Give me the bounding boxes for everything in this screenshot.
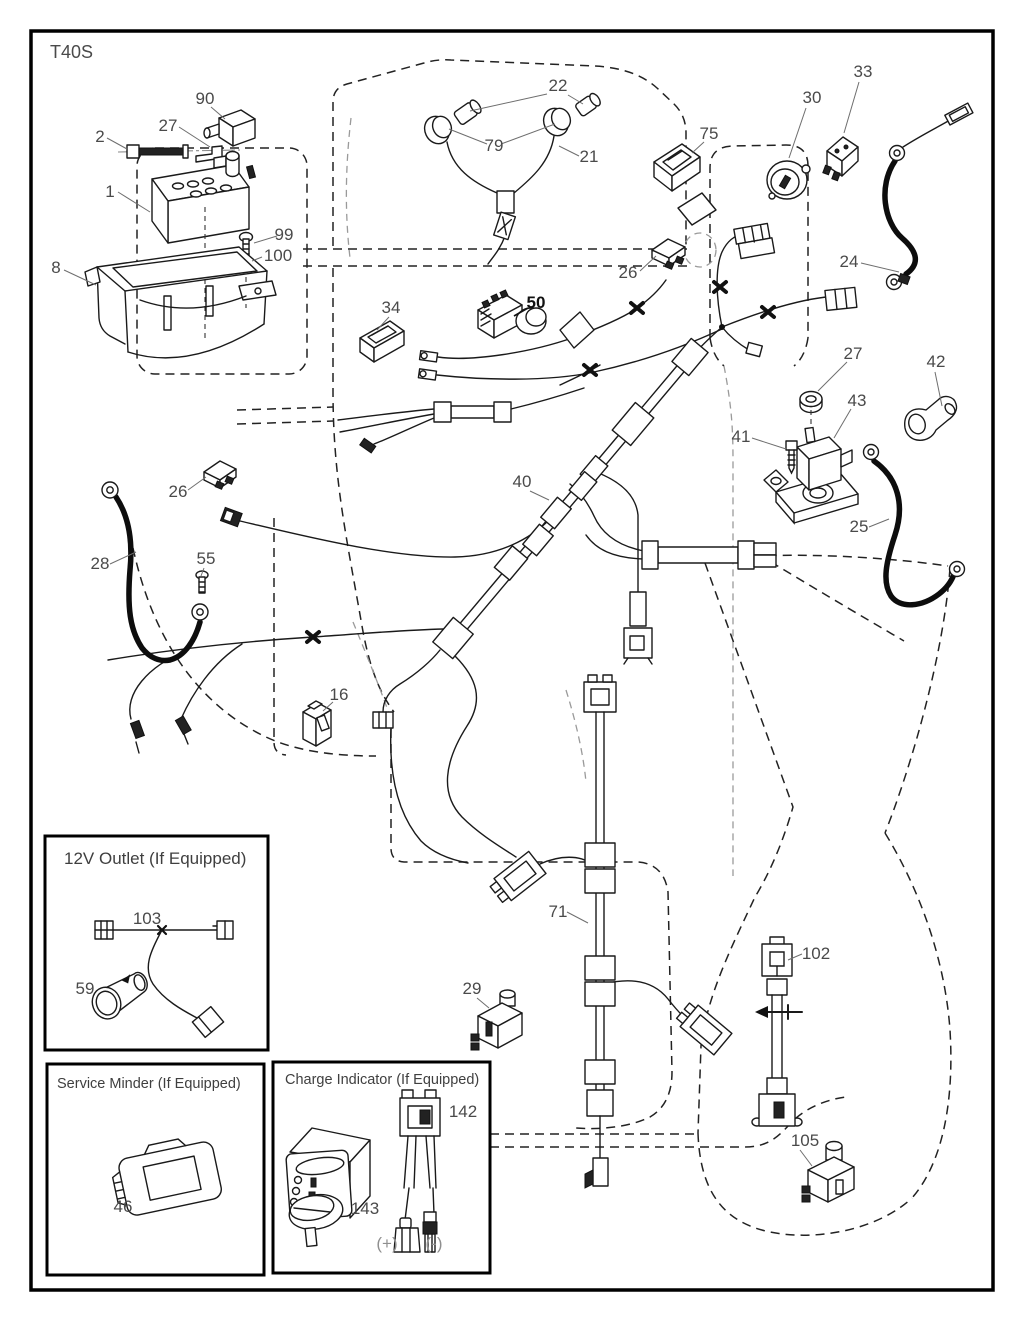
terminal-boot	[905, 397, 957, 441]
rear-fender-outline	[885, 568, 950, 833]
part-callout-30: 30	[802, 88, 822, 107]
screw	[786, 441, 797, 473]
ground-cable	[102, 482, 208, 661]
part-callout-142: 142	[448, 1102, 478, 1121]
polarity-positive-label: (+)	[376, 1234, 398, 1253]
wire	[511, 388, 584, 409]
part-callout-29: 29	[462, 979, 482, 998]
connector	[674, 1000, 732, 1055]
nut	[800, 392, 822, 433]
ignition-switch	[767, 161, 810, 199]
rear-wheel-outline	[885, 833, 951, 1198]
part-callout-25: 25	[849, 517, 869, 536]
polarity-negative-label: (-)	[425, 1234, 443, 1253]
wire	[596, 472, 638, 592]
inline-fuse	[360, 402, 511, 453]
connector	[746, 342, 762, 356]
part-callout-16: 16	[329, 685, 349, 704]
part-callout-26: 26	[168, 482, 188, 501]
headlight-bulb	[575, 92, 603, 117]
push-switch	[360, 321, 404, 362]
wire	[340, 414, 434, 432]
wire	[383, 650, 440, 712]
hood-inner-outline	[346, 118, 351, 258]
fuse	[652, 239, 685, 269]
part-callout-33: 33	[853, 62, 873, 81]
part-callout-90: 90	[195, 89, 215, 108]
bullet-terminal	[130, 720, 144, 738]
steering-hub-outline	[684, 233, 716, 267]
interlock-switch	[802, 1142, 854, 1203]
wire	[722, 327, 749, 350]
wire	[391, 728, 468, 863]
part-callout-27: 27	[158, 116, 178, 135]
starter-solenoid	[764, 428, 858, 523]
part-callout-50: 50	[526, 293, 546, 312]
rocker-switch	[654, 144, 700, 191]
part-callout-102: 102	[801, 944, 831, 963]
wire	[514, 136, 554, 193]
inset-title: 12V Outlet (If Equipped)	[64, 849, 247, 868]
inset-title: Service Minder (If Equipped)	[57, 1076, 241, 1092]
rear-harness	[584, 675, 616, 1188]
battery-tray	[85, 247, 276, 358]
part-callout-46: 46	[113, 1197, 133, 1216]
inset-12v-outlet	[45, 836, 268, 1050]
part-callout-21: 21	[579, 147, 599, 166]
wire-junction	[719, 324, 725, 330]
spade-terminal	[420, 351, 438, 362]
inset-12v-outlet-box	[45, 836, 268, 1050]
connector	[624, 592, 652, 664]
connector-stack	[734, 223, 775, 259]
battery-cable-positive	[885, 103, 973, 289]
wire	[240, 517, 552, 557]
wire	[338, 409, 434, 420]
plate	[560, 312, 594, 348]
fuse-holder	[204, 110, 255, 146]
part-callout-8: 8	[51, 258, 61, 277]
battery-cable-ground	[864, 445, 965, 605]
part-callout-100: 100	[263, 246, 293, 265]
part-callout-79: 79	[484, 136, 504, 155]
connector	[220, 507, 242, 526]
inset-service-minder	[47, 1064, 264, 1275]
terminal-tip	[184, 734, 188, 744]
chassis-outline	[133, 60, 951, 1235]
seat-support-outline	[566, 690, 586, 782]
part-callout-71: 71	[548, 902, 568, 921]
arrow-icon	[755, 1006, 768, 1018]
part-callout-1: 1	[105, 182, 115, 201]
wire	[374, 418, 434, 444]
connector	[825, 287, 857, 310]
bullet-terminal	[175, 716, 191, 734]
part-callout-59: 59	[75, 979, 95, 998]
spade-terminal	[418, 369, 436, 380]
wire	[447, 656, 516, 857]
part-callout-75: 75	[699, 124, 719, 143]
part-callout-143: 143	[350, 1199, 380, 1218]
part-callout-55: 55	[196, 549, 216, 568]
headlight-connector	[494, 191, 516, 240]
part-callout-27: 27	[843, 344, 863, 363]
battery-clamp	[196, 146, 226, 168]
extension-harness	[752, 937, 802, 1126]
left-fender-outline	[133, 548, 376, 756]
wire	[722, 297, 826, 327]
terminal-tip	[136, 742, 139, 753]
part-callout-26: 26	[618, 263, 638, 282]
wire	[540, 857, 592, 864]
headlight-socket	[539, 104, 574, 140]
wire	[108, 629, 444, 660]
part-callout-41: 41	[731, 427, 751, 446]
inset-title: Charge Indicator (If Equipped)	[285, 1072, 480, 1088]
connector	[373, 712, 393, 728]
wire	[181, 644, 242, 719]
main-harness	[433, 338, 708, 658]
footrest-outline	[237, 407, 333, 424]
part-callout-22: 22	[548, 76, 568, 95]
part-callout-28: 28	[90, 554, 110, 573]
footboard-outline	[274, 518, 286, 755]
seat-connector	[488, 851, 546, 905]
headlight-socket	[420, 112, 455, 148]
wire	[488, 236, 505, 264]
part-callout-42: 42	[926, 352, 946, 371]
footboard-outline	[353, 622, 392, 722]
page-title: T40S	[50, 42, 94, 62]
part-callout-103: 103	[132, 909, 162, 928]
part-callout-40: 40	[512, 472, 532, 491]
inline-fuse	[642, 541, 776, 569]
fuse	[204, 461, 236, 489]
wire	[586, 535, 644, 559]
headlight-bulb	[453, 98, 483, 125]
part-callout-43: 43	[847, 391, 867, 410]
part-callout-24: 24	[839, 252, 859, 271]
part-callout-99: 99	[274, 225, 294, 244]
battery	[152, 152, 255, 244]
part-callout-105: 105	[790, 1131, 820, 1150]
part-callout-34: 34	[381, 298, 401, 317]
circuit-breaker	[823, 137, 858, 181]
part-callout-2: 2	[95, 127, 105, 146]
